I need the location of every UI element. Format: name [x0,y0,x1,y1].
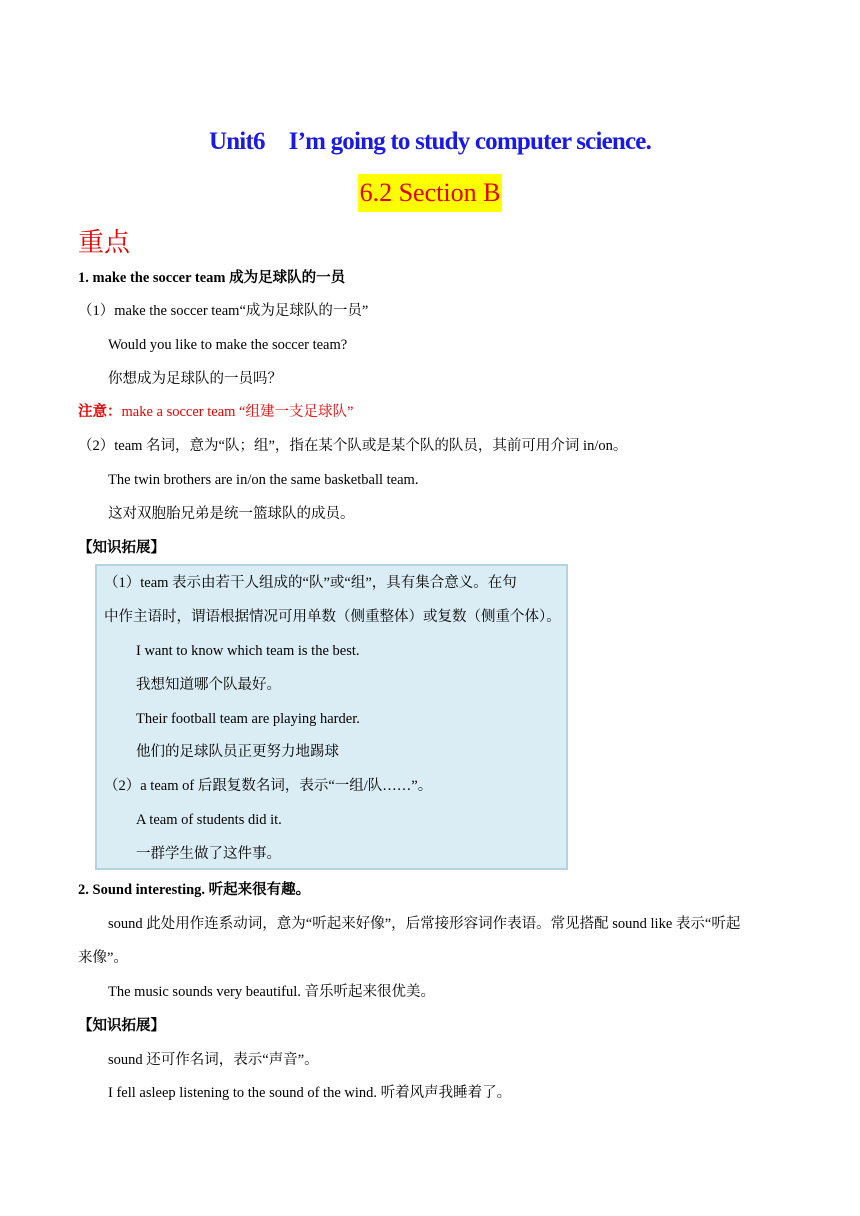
point2-example: The music sounds very beautiful. 音乐听起来很优美。 [108,984,436,1000]
point1-note [78,402,353,422]
point2-desc-line1: sound 此处用作连系动词，意为“听起来好像”，后常接形容词作表语。常见搭配 sound like 表示“听起 [108,916,741,932]
unit-subtitle: I’m going to study computer science. [288,128,652,155]
box-example2-en: Their football team are playing harder. [136,711,360,727]
point2-ext-example: I fell asleep listening to the sound of the wind. 听着风声我睡着了。 [108,1085,512,1101]
point2-desc-line2: 来像”。 [78,950,128,966]
note-text: make a soccer team “组建一支足球队” [121,404,354,420]
point1-example2-en: The twin brothers are in/on the same basketball team. [108,472,419,488]
point1-extension-label: 【知识拓展】 [78,540,165,556]
box-line3: （2）a team of 后跟复数名词，表示“一组/队……”。 [104,778,433,794]
box-line2: 中作主语时，谓语根据情况可用单数（侧重整体）或复数（侧重个体）。 [104,609,561,625]
point2-heading: 2. Sound interesting. 听起来很有趣。 [78,882,311,898]
point1-example-cn: 你想成为足球队的一员吗？ [108,371,282,387]
point1-sub2: （2）team 名词，意为“队；组”，指在某个队或是某个队的队员，其前可用介词 in/on。 [78,438,628,454]
point2-ext-line: sound 还可作名词，表示“声音”。 [108,1052,319,1068]
box-example1-cn: 我想知道哪个队最好。 [136,677,281,693]
point1-sub1: （1）make the soccer team“成为足球队的一员” [78,303,369,319]
point1-heading: 1. make the soccer team 成为足球队的一员 [78,270,346,286]
note-label: 注意： [78,404,122,420]
box-line1: （1）team 表示由若干人组成的“队”或“组”，具有集合意义。在句 [104,575,517,591]
box-example1-en: I want to know which team is the best. [136,643,360,659]
box-example2-cn: 他们的足球队员正更努力地踢球 [136,744,339,760]
box-example3-en: A team of students did it. [136,812,282,828]
unit-number: Unit6 [208,128,265,155]
point1-example-en: Would you like to make the soccer team? [108,337,348,353]
key-points-heading: 重点 [78,228,131,258]
point2-extension-label: 【知识拓展】 [78,1018,165,1034]
box-example3-cn: 一群学生做了这件事。 [136,846,281,862]
point1-example2-cn: 这对双胞胎兄弟是统一篮球队的成员。 [108,506,355,522]
section-title: 6.2 Section B [358,174,503,212]
unit-title [0,128,860,156]
